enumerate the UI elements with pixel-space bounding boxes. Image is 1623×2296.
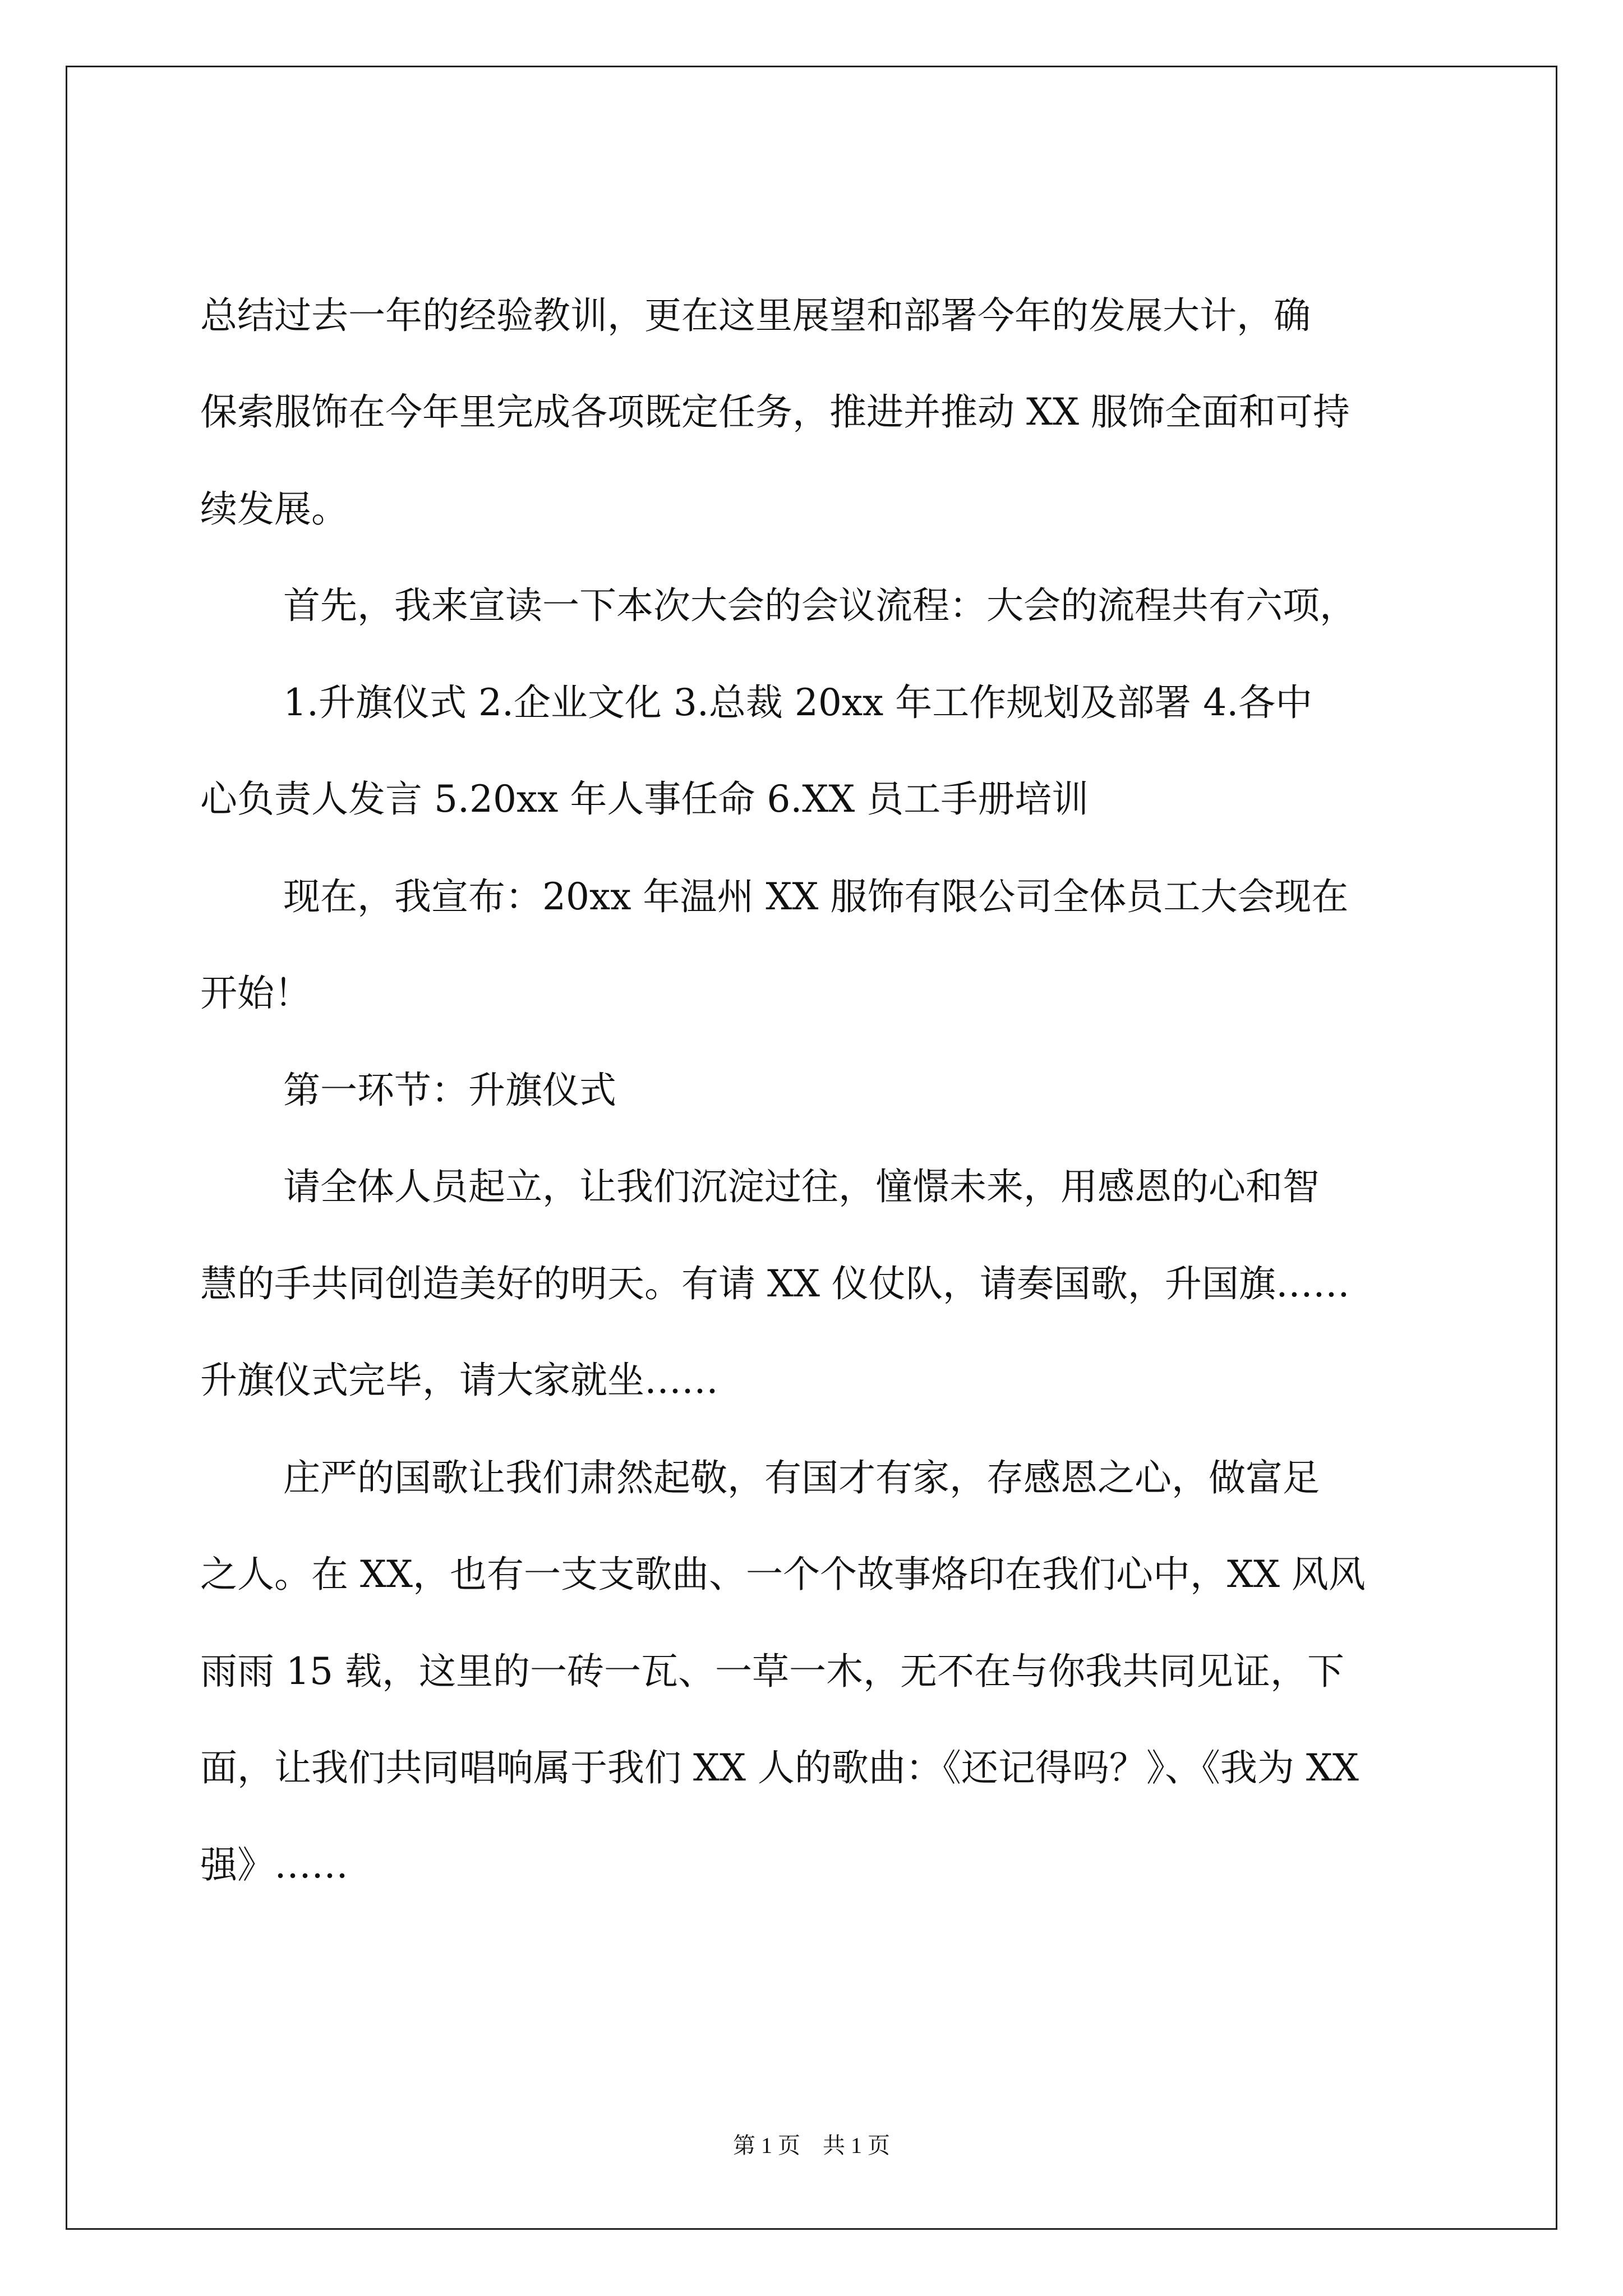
paragraph-line: 1.升旗仪式 2.企业文化 3.总裁 20xx 年工作规划及部署 4.各中	[283, 681, 1313, 724]
paragraph-line: 庄严的国歌让我们肃然起敬，有国才有家，存感恩之心，做富足	[283, 1456, 1320, 1499]
paragraph-line: 开始！	[200, 972, 311, 1015]
paragraph-line: 现在，我宣布：20xx 年温州 XX 服饰有限公司全体员工大会现在	[283, 875, 1349, 918]
paragraph-line: 请全体人员起立，让我们沉淀过往，憧憬未来，用感恩的心和智	[283, 1165, 1320, 1208]
page-number-footer: 第 1 页 共 1 页	[733, 2133, 890, 2158]
paragraph-line: 慧的手共同创造美好的明天。有请 XX 仪仗队，请奏国歌，升国旗……	[200, 1262, 1350, 1305]
paragraph-line: 续发展。	[200, 487, 348, 531]
paragraph-line: 总结过去一年的经验教训，更在这里展望和部署今年的发展大计，确	[200, 294, 1311, 337]
paragraph-line: 之人。在 XX，也有一支支歌曲、一个个故事烙印在我们心中，XX 风风	[200, 1553, 1366, 1596]
section-heading: 第一环节：升旗仪式	[283, 1069, 616, 1112]
page-border	[66, 66, 1557, 2230]
paragraph-line: 升旗仪式完毕，请大家就坐……	[200, 1359, 718, 1402]
paragraph-line: 首先，我来宣读一下本次大会的会议流程：大会的流程共有六项，	[283, 584, 1357, 627]
paragraph-line: 保索服饰在今年里完成各项既定任务，推进并推动 XX 服饰全面和可持	[200, 390, 1350, 434]
paragraph-line: 强》……	[200, 1843, 348, 1887]
paragraph-line: 心负责人发言 5.20xx 年人事任命 6.XX 员工手册培训	[200, 777, 1089, 821]
paragraph-line: 雨雨 15 载，这里的一砖一瓦、一草一木，无不在与你我共同见证，下	[200, 1650, 1344, 1693]
paragraph-line: 面，让我们共同唱响属于我们 XX 人的歌曲：《还记得吗？》、《我为 XX	[200, 1746, 1359, 1789]
